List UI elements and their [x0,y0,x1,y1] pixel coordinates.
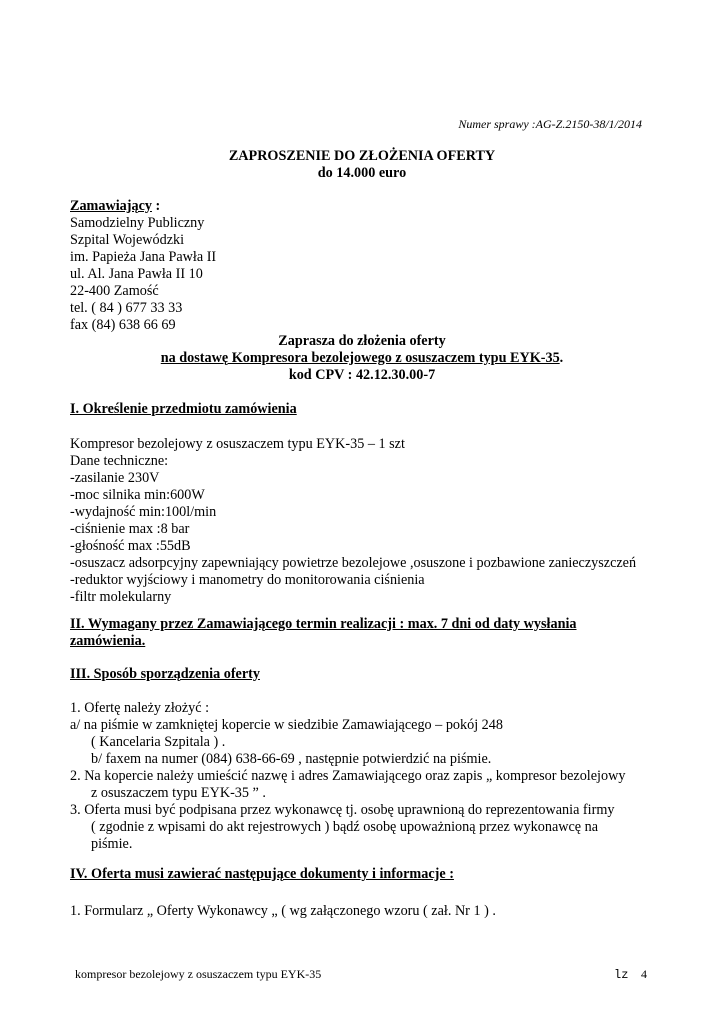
contracting-line: fax (84) 638 66 69 [70,317,176,333]
document-subtitle: do 14.000 euro [317,165,407,181]
section3-line: 2. Na kopercie należy umieścić nazwę i adres Zamawiającego oraz zapis „ kompresor bezolejowy [70,768,626,784]
section3-line: z osuszaczem typu EYK-35 ” . [91,785,266,801]
page-number: 4 [641,967,647,981]
section3-line: ( Kancelaria Szpitala ) . [91,734,226,750]
section4-item: 1. Formularz „ Oferty Wykonawcy „ ( wg załączonego wzoru ( zał. Nr 1 ) . [70,903,496,919]
contracting-label-suffix: : [151,198,161,214]
invitation-line: Zaprasza do złożenia oferty [278,333,446,349]
section3-line: piśmie. [91,836,133,852]
spec-item: -ciśnienie max :8 bar [70,521,190,537]
contracting-line: ul. Al. Jana Pawła II 10 [70,266,203,282]
cpv-code: kod CPV : 42.12.30.00-7 [288,367,436,383]
section3-line: b/ faxem na numer (084) 638-66-69 , następnie potwierdzić na piśmie. [91,751,492,767]
spec-item: -głośność max :55dB [70,538,191,554]
section1-heading: I. Określenie przedmiotu zamówienia [70,401,297,417]
contracting-heading [70,198,160,215]
section1-item: Kompresor bezolejowy z osuszaczem typu EYK-35 – 1 szt [70,436,405,452]
spec-item: -osuszacz adsorpcyjny zapewniający powietrze bezolejowe ,osuszone i pozbawione zanieczyszczeń [70,555,637,571]
case-number: Numer sprawy :AG-Z.2150-38/1/2014 [458,117,642,131]
section4-heading: IV. Oferta musi zawierać następujące dokumenty i informacje : [70,866,454,882]
document-title: ZAPROSZENIE DO ZŁOŻENIA OFERTY [228,148,496,164]
contracting-line: im. Papieża Jana Pawła II [70,249,217,265]
contracting-label: Zamawiający [70,198,152,214]
section3-line: 1. Ofertę należy złożyć : [70,700,210,716]
section3-line: a/ na piśmie w zamkniętej kopercie w siedzibie Zamawiającego – pokój 248 [70,717,503,733]
invitation-subject-suffix: . [559,350,564,366]
invitation-subject [0,350,724,367]
section3-line: 3. Oferta musi być podpisana przez wykonawcę tj. osobę uprawnioną do reprezentowania firmy [70,802,615,818]
spec-item: -moc silnika min:600W [70,487,205,503]
contracting-line: Szpital Wojewódzki [70,232,185,248]
spec-item: -wydajność min:100l/min [70,504,217,520]
contracting-line: tel. ( 84 ) 677 33 33 [70,300,183,316]
section3-line: ( zgodnie z wpisami do akt rejestrowych ) bądź osobę upoważnioną przez wykonawcę na [91,819,599,835]
contracting-line: Samodzielny Publiczny [70,215,205,231]
invitation-subject-text: na dostawę Kompresora bezolejowego z osuszaczem typu EYK-35 [160,350,560,366]
spec-item: -filtr molekularny [70,589,172,605]
footer-text: kompresor bezolejowy z osuszaczem typu EYK-35 [75,967,322,981]
section2-heading-cont: zamówienia. [70,633,146,649]
section2-heading: II. Wymagany przez Zamawiającego termin realizacji : max. 7 dni od daty wysłania [70,616,577,632]
tech-data-label: Dane techniczne: [70,453,169,469]
contracting-line: 22-400 Zamość [70,283,159,299]
section3-heading: III. Sposób sporządzenia oferty [70,666,260,682]
spec-item: -zasilanie 230V [70,470,160,486]
footer-initials: lz [614,968,629,982]
spec-item: -reduktor wyjściowy i manometry do monitorowania ciśnienia [70,572,425,588]
